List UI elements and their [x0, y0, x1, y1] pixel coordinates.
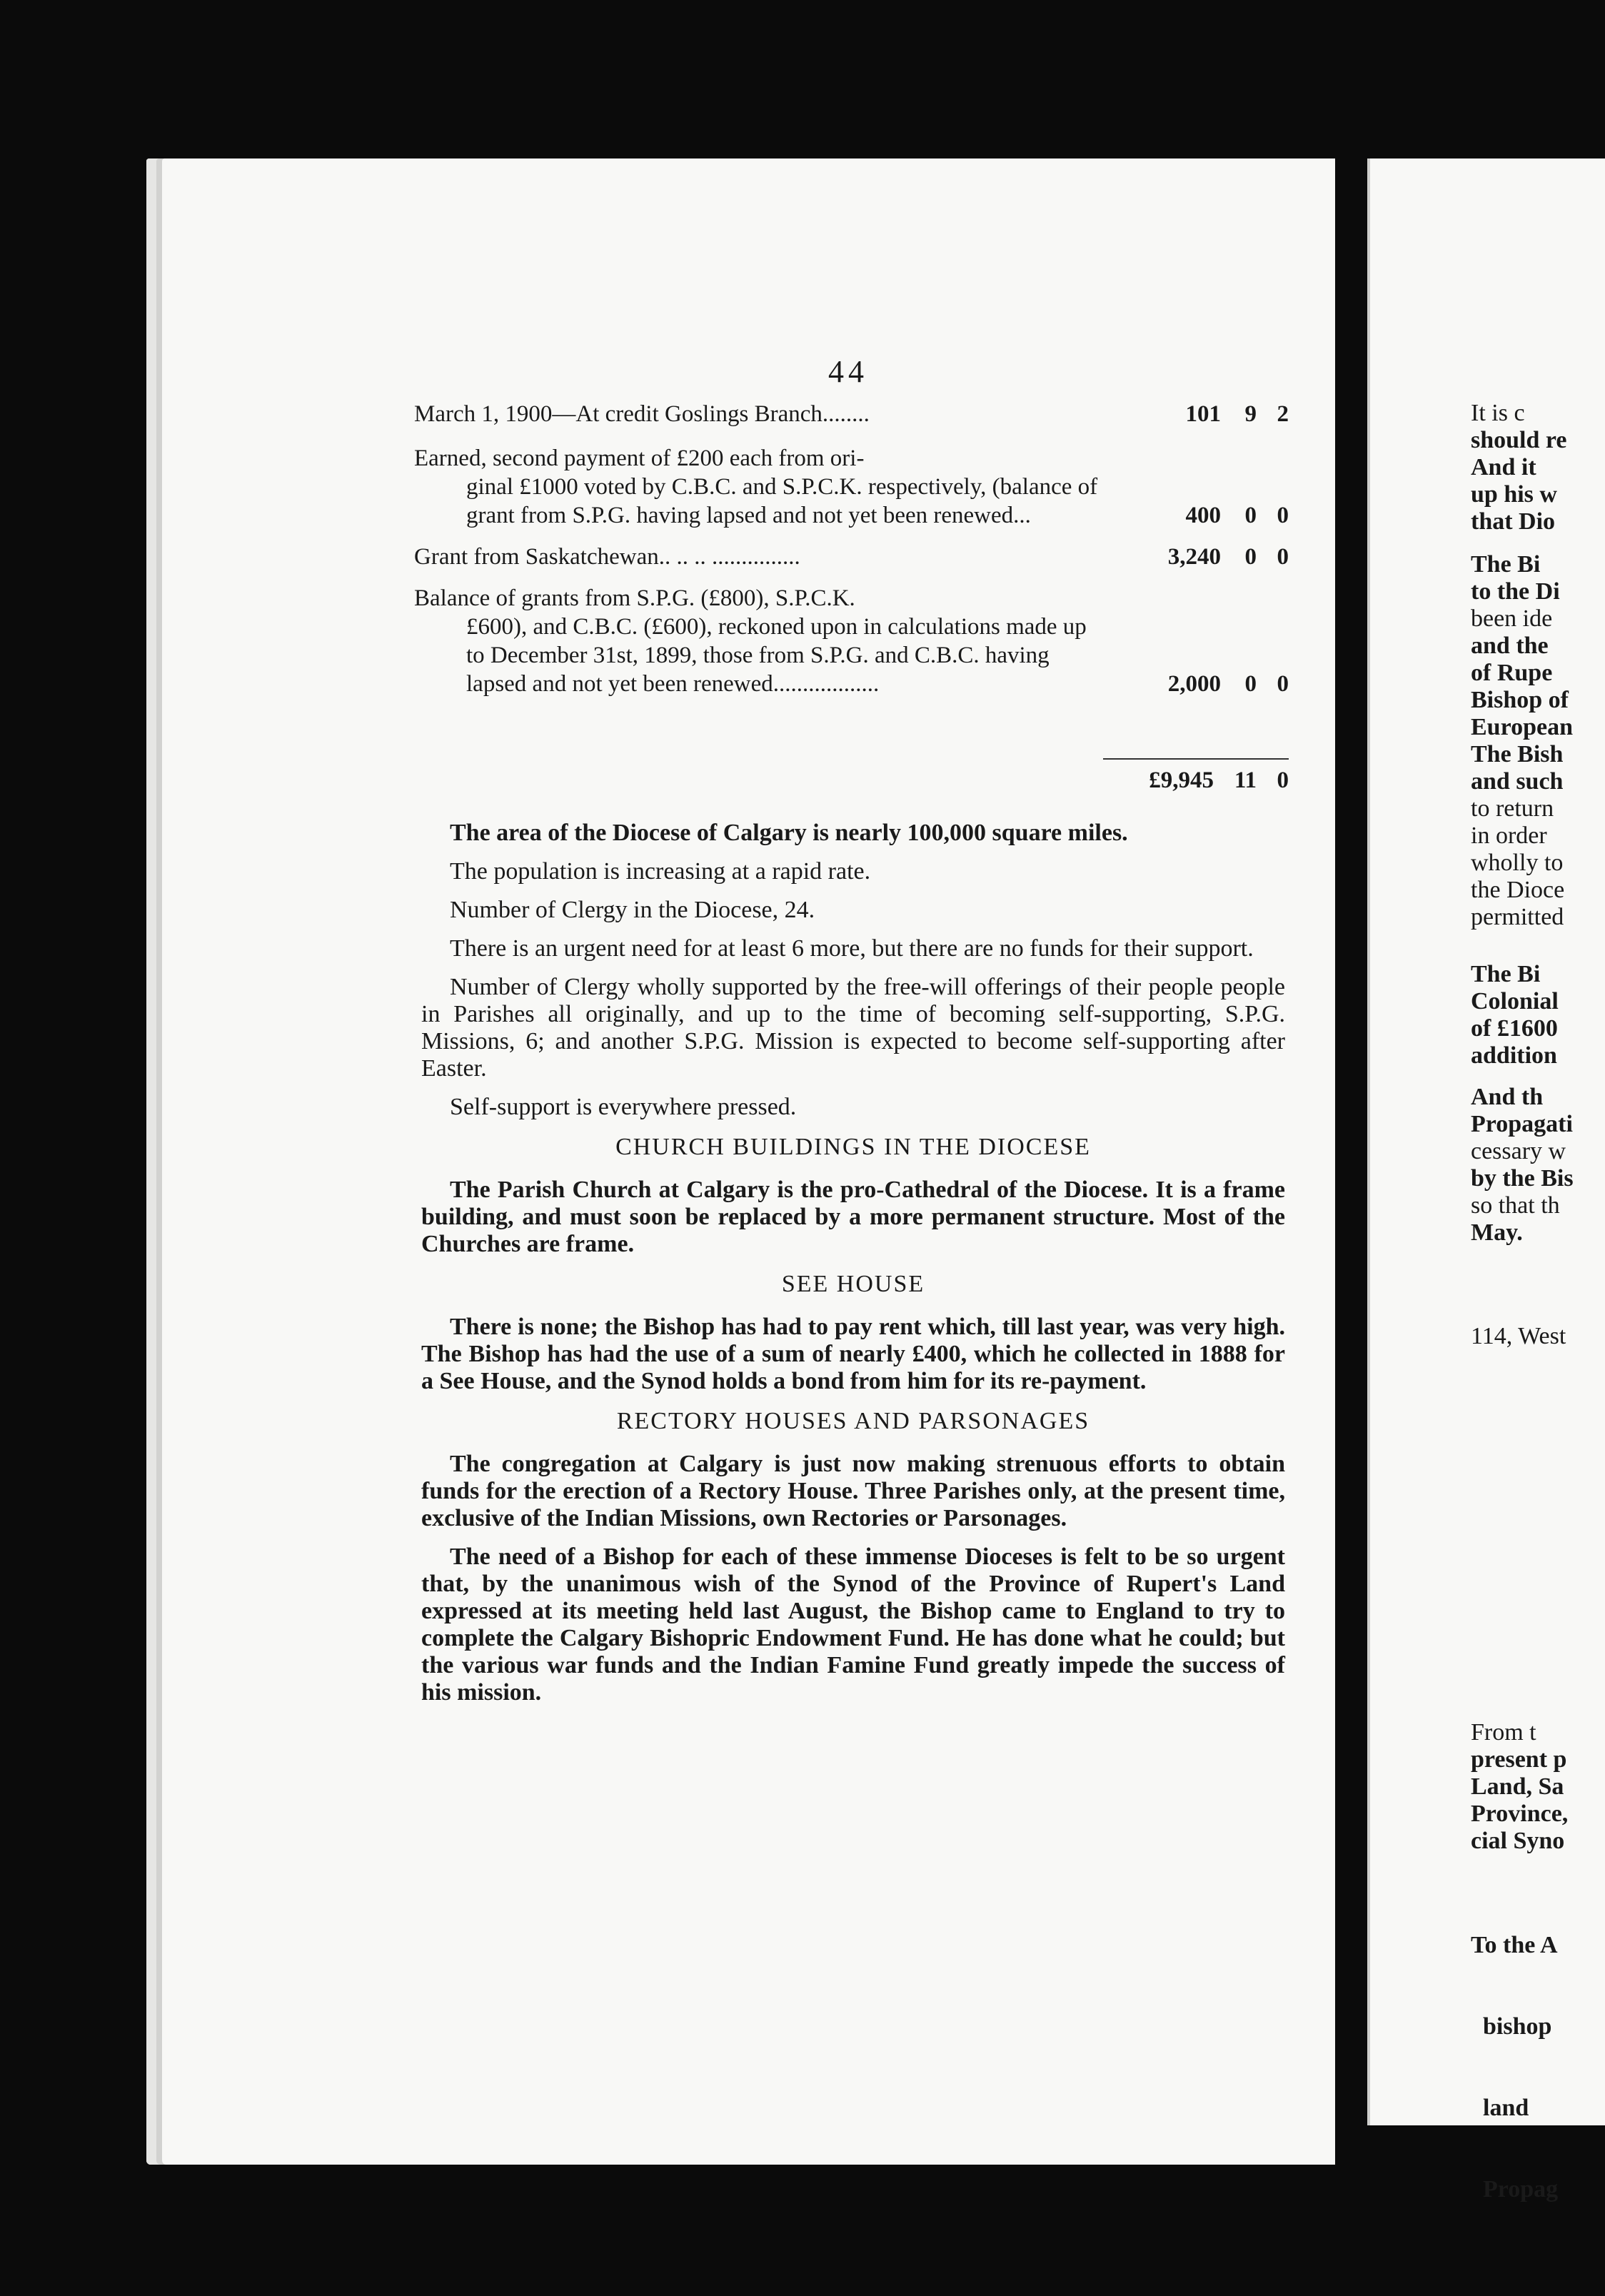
section-heading: CHURCH BUILDINGS IN THE DIOCESE	[615, 1134, 1091, 1160]
text-line: wholly to	[1471, 850, 1564, 876]
text-line: of Rupe	[1471, 660, 1553, 686]
ledger-pounds: 101	[1185, 401, 1221, 427]
text-line: up his w	[1471, 481, 1557, 508]
ledger-entry	[414, 444, 1289, 530]
ledger-pence: 0	[1277, 503, 1289, 528]
text-line: And th	[1471, 1084, 1544, 1110]
right-page-fragment	[1471, 400, 1605, 535]
ledger-shillings: 0	[1244, 544, 1257, 570]
ledger-desc-continued: ginal £1000 voted by C.B.C. and S.P.C.K. respectively, (balance of grant from S.P.G. having lapsed and not yet been renewed...	[466, 474, 1098, 528]
paragraph: There is an urgent need for at least 6 more, but there are no funds for their support.	[450, 935, 1254, 962]
text-line: cial Syno	[1471, 1828, 1565, 1854]
ledger-shillings: 0	[1244, 671, 1257, 697]
text-line: The Bi	[1471, 961, 1541, 987]
paragraph: The area of the Diocese of Calgary is nearly 100,000 square miles.	[450, 820, 1128, 846]
ledger-desc-continued: £600), and C.B.C. (£600), reckoned upon in calculations made up to December 31st, 1899, those from S.P.G. and C.B.C. having lapsed and not yet been renewed..................	[466, 614, 1087, 697]
paragraph: The population is increasing at a rapid rate.	[450, 858, 871, 885]
text-line: The Bi	[1471, 551, 1541, 578]
text-line: cessary w	[1471, 1138, 1566, 1164]
total-pounds: £9,945	[1149, 767, 1214, 793]
right-page-fragment	[1471, 1084, 1605, 1247]
ledger-shillings: 0	[1244, 503, 1257, 528]
paragraph: The Parish Church at Calgary is the pro-Cathedral of the Diocese. It is a frame building, and must soon be replaced by a more permanent structure. Most of the Churches are frame.	[421, 1177, 1285, 1257]
text-line: addition	[1471, 1042, 1557, 1069]
text-line: European	[1471, 714, 1573, 740]
right-page-fragment	[1471, 961, 1605, 1069]
total-shillings: 11	[1234, 767, 1257, 793]
text-line: so that th	[1471, 1192, 1560, 1219]
text-line: the Dioce	[1471, 877, 1565, 903]
ledger-pence: 0	[1277, 544, 1289, 570]
text-line: and the	[1471, 633, 1549, 659]
text-line: that Dio	[1471, 508, 1556, 535]
paragraph: Number of Clergy wholly supported by the free-will offerings of their people people in Parishes all originally, and up to the time of becoming self-supporting, S.P.G. Missions, 6; and another S.P.G. Mission is expected to become self-supporting after Easter.	[421, 974, 1285, 1082]
paragraph: Number of Clergy in the Diocese, 24.	[450, 897, 815, 923]
total-pence: 0	[1277, 767, 1289, 793]
text-line: to return	[1471, 795, 1554, 822]
text-line: land	[1471, 2095, 1529, 2121]
text-line: in order	[1471, 822, 1547, 849]
paragraph: There is none; the Bishop has had to pay rent which, till last year, was very high. The Bishop has had the use of a sum of nearly £400, which he collected in 1888 for a See House, and the Synod holds a bond from him for its re-payment.	[421, 1314, 1285, 1394]
ledger-pence: 2	[1277, 401, 1289, 427]
text-line: by the Bis	[1471, 1165, 1574, 1192]
text-line: to the Di	[1471, 578, 1560, 605]
ledger-desc: Balance of grants from S.P.G. (£800), S.P.C.K.	[414, 585, 855, 611]
text-line: Colonial	[1471, 988, 1559, 1014]
section-heading: RECTORY HOUSES AND PARSONAGES	[616, 1408, 1090, 1434]
ledger-pounds: 400	[1185, 503, 1221, 528]
section-heading: SEE HOUSE	[781, 1271, 925, 1297]
text-line: May.	[1471, 1219, 1523, 1246]
ledger-desc: Grant from Saskatchewan.. .. .. ...............	[414, 544, 800, 570]
text-line: It is c	[1471, 400, 1525, 426]
text-line: The Bish	[1471, 741, 1564, 767]
text-line: Bishop of	[1471, 687, 1569, 713]
ledger-pounds: 2,000	[1167, 671, 1221, 697]
text-line: To the A	[1471, 1932, 1558, 1958]
text-line: From t	[1471, 1719, 1536, 1746]
text-line: Land, Sa	[1471, 1773, 1564, 1800]
paragraph: The congregation at Calgary is just now making strenuous efforts to obtain funds for the erection of a Rectory House. Three Parishes only, at the present time, exclusive of the Indian Missions, own Rectories or Parsonages.	[421, 1451, 1285, 1531]
paragraph: Self-support is everywhere pressed.	[450, 1094, 797, 1120]
ledger-entry	[414, 584, 1289, 698]
ledger-entry	[414, 543, 1289, 571]
ledger-desc: Earned, second payment of £200 each from ori-	[414, 445, 865, 471]
paragraph: The need of a Bishop for each of these immense Dioceses is felt to be so urgent that, by the unanimous wish of the Synod of the Province of Rupert's Land expressed at its meeting held last August, the Bishop came to England to try to complete the Calgary Bishopric Endowment Fund. He has done what he could; but the various war funds and the Indian Famine Fund greatly impede the success of his mission.	[421, 1544, 1285, 1706]
ledger-shillings: 9	[1244, 401, 1257, 427]
ledger-entry	[414, 400, 1289, 428]
text-line: bishop	[1471, 2013, 1552, 2040]
text-line: Province,	[1471, 1801, 1569, 1827]
body-text	[421, 820, 1285, 1718]
text-line: been ide	[1471, 605, 1553, 632]
right-page-fragment	[1471, 1878, 1605, 2230]
page-number: 44	[828, 354, 868, 389]
text-line: should re	[1471, 427, 1567, 453]
text-line: of £1600	[1471, 1015, 1558, 1042]
text-line: 114, West	[1471, 1323, 1566, 1349]
right-page-fragment	[1471, 1719, 1605, 1855]
text-line: and such	[1471, 768, 1564, 795]
text-line: And it	[1471, 454, 1536, 480]
text-line: permitted	[1471, 904, 1564, 930]
text-line: present p	[1471, 1746, 1567, 1773]
text-line: Propag	[1471, 2176, 1559, 2202]
total-rule	[1103, 758, 1289, 760]
ledger-total	[1103, 767, 1289, 794]
ledger-pence: 0	[1277, 671, 1289, 697]
ledger-pounds: 3,240	[1167, 544, 1221, 570]
ledger	[414, 400, 1289, 708]
right-page-fragment	[1471, 1323, 1605, 1350]
ledger-desc: March 1, 1900—At credit Goslings Branch........	[414, 401, 870, 427]
text-line: Propagati	[1471, 1111, 1573, 1137]
right-page-fragment	[1471, 551, 1605, 931]
